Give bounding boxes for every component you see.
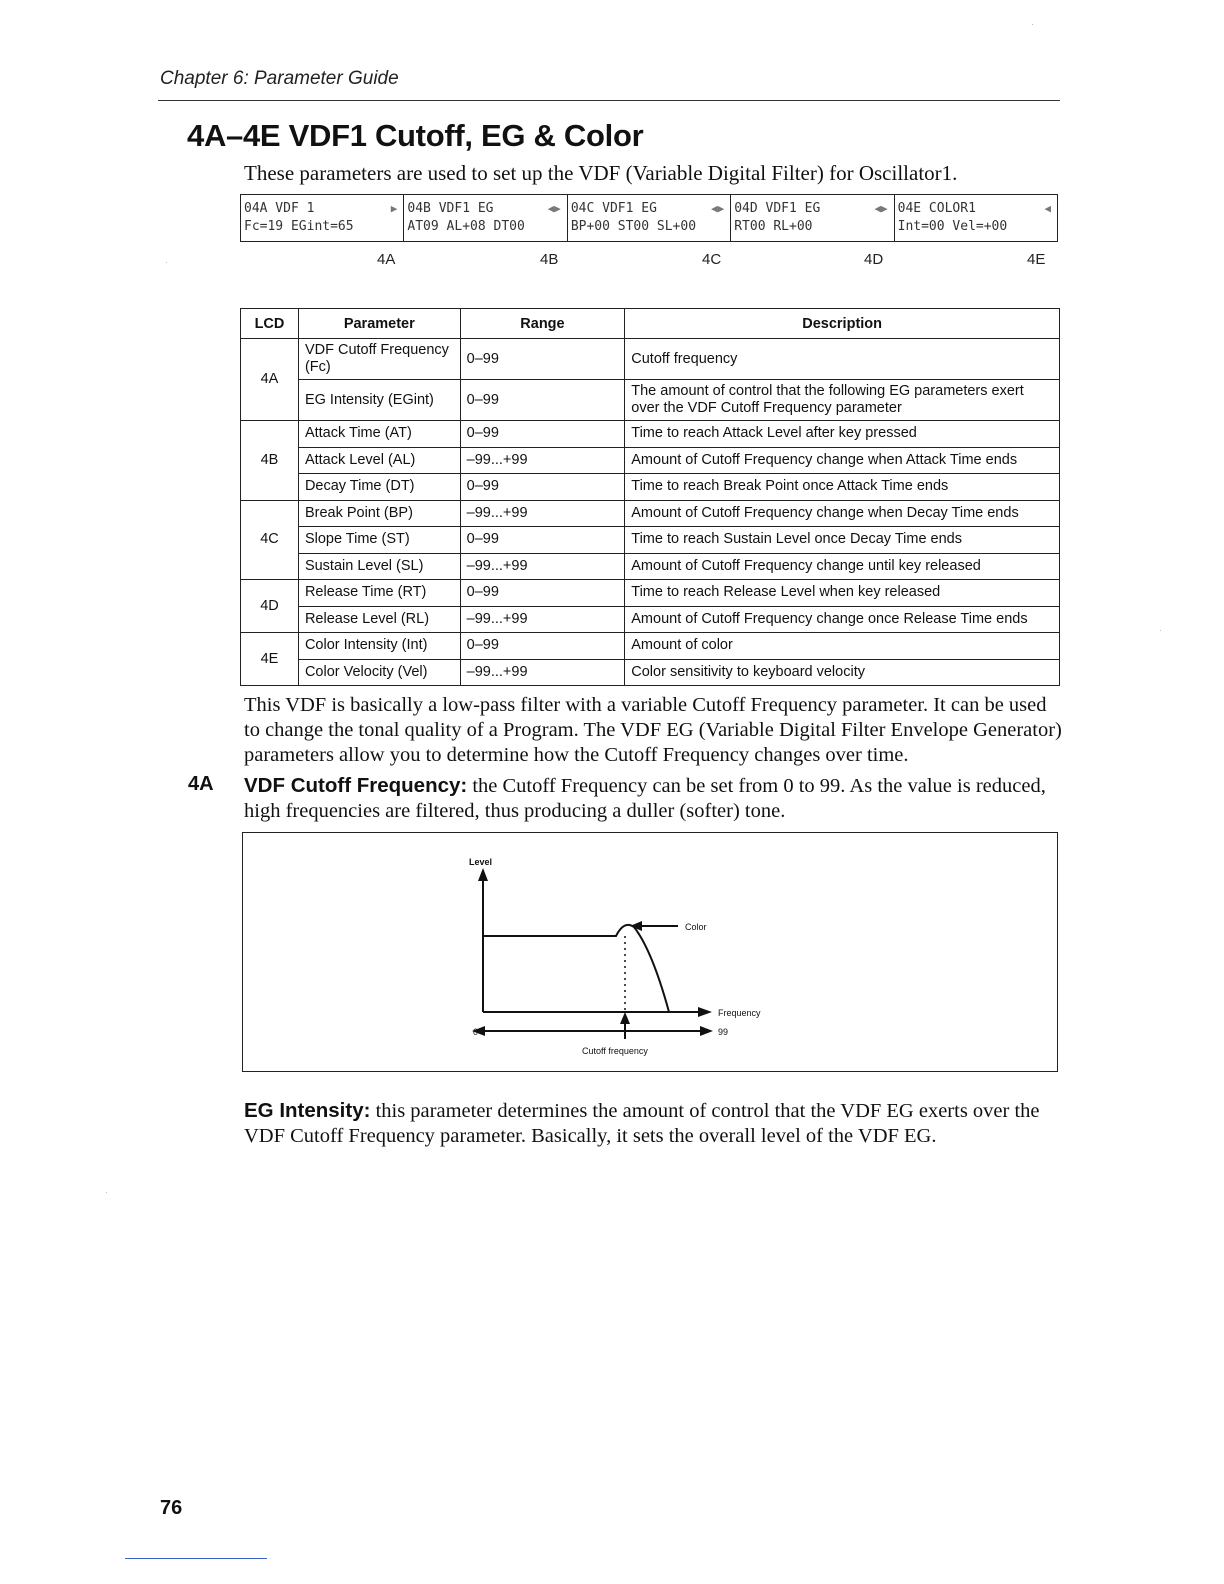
lcd-line1: 04C VDF1 EG — [570, 201, 657, 216]
eg-intensity-paragraph — [244, 1098, 1062, 1149]
description-cell: Amount of color — [625, 633, 1060, 660]
table-row — [241, 500, 1060, 527]
eg-intensity-text: this parameter determines the amount of control that the VDF EG exerts over the VDF Cutoff Frequency parameter. Basically, it sets the overall level of the VDF EG. — [244, 1100, 1040, 1147]
description-cell: Time to reach Attack Level after key pressed — [625, 421, 1060, 448]
arrow-up-icon — [478, 868, 488, 881]
range-cell: 0–99 — [460, 421, 625, 448]
lcd-screen-4b — [404, 195, 567, 241]
table-row — [241, 474, 1060, 501]
lcd-group-cell: 4C — [241, 500, 299, 580]
range-cell: 0–99 — [460, 580, 625, 607]
lcd-label-4d: 4D — [864, 251, 884, 268]
scan-speck — [106, 1192, 107, 1193]
footer-rule — [125, 1558, 267, 1559]
page-arrow-icon: ◀▶ — [874, 202, 888, 215]
range-cell: –99...+99 — [460, 500, 625, 527]
range-cell: 0–99 — [460, 474, 625, 501]
description-cell: Amount of Cutoff Frequency change when Attack Time ends — [625, 447, 1060, 474]
table-row — [241, 580, 1060, 607]
description-cell: Cutoff frequency — [625, 339, 1060, 380]
table-row — [241, 606, 1060, 633]
cutoff-figure — [242, 832, 1058, 1072]
parameter-cell: Slope Time (ST) — [298, 527, 460, 554]
lcd-label-4c: 4C — [702, 251, 722, 268]
lcd-line2: BP+00 ST00 SL+00 — [570, 219, 697, 234]
range-cell: –99...+99 — [460, 447, 625, 474]
lcd-line2: Fc=19 EGint=65 — [244, 219, 354, 234]
range-cell: 0–99 — [460, 633, 625, 660]
table-row — [241, 447, 1060, 474]
parameter-cell: Decay Time (DT) — [298, 474, 460, 501]
color-label: Color — [685, 922, 707, 932]
lcd-line1: 04A VDF 1 — [244, 201, 315, 216]
arrow-right-icon — [698, 1007, 712, 1017]
filter-response-diagram — [242, 832, 1058, 1072]
lcd-group-cell: 4D — [241, 580, 299, 633]
description-cell: Time to reach Break Point once Attack Time ends — [625, 474, 1060, 501]
range-cell: –99...+99 — [460, 659, 625, 686]
range-cell: 0–99 — [460, 527, 625, 554]
parameter-cell: EG Intensity (EGint) — [298, 380, 460, 421]
page-arrow-icon: ◀▶ — [547, 202, 561, 215]
range-cell: 0–99 — [460, 380, 625, 421]
lcd-screen-4a — [241, 195, 404, 241]
lcd-label-4e: 4E — [1027, 251, 1046, 268]
description-cell: Color sensitivity to keyboard velocity — [625, 659, 1060, 686]
description-cell: The amount of control that the following EG parameters exert over the VDF Cutoff Frequency parameter — [625, 380, 1060, 421]
level-axis-label: Level — [469, 857, 493, 867]
cutoff-frequency-label: Cutoff frequency — [582, 1046, 648, 1056]
intro-paragraph: This VDF is basically a low-pass filter with a variable Cutoff Frequency parameter. It can be used to change the tonal quality of a Program. The VDF EG (Variable Digital Filter Envelope Generator) parameters allow you to determine how the Cutoff Frequency changes over time. — [244, 694, 1062, 766]
parameter-cell: Attack Time (AT) — [298, 421, 460, 448]
page-arrow-icon: ▶ — [390, 202, 398, 215]
parameter-cell: Color Velocity (Vel) — [298, 659, 460, 686]
filter-curve — [483, 925, 669, 1012]
table-row — [241, 659, 1060, 686]
parameter-cell: Break Point (BP) — [298, 500, 460, 527]
page-number: 76 — [160, 1497, 183, 1519]
lcd-label-4a: 4A — [377, 251, 396, 268]
parameter-cell: Attack Level (AL) — [298, 447, 460, 474]
parameter-cell: Release Time (RT) — [298, 580, 460, 607]
lcd-label-4b: 4B — [540, 251, 559, 268]
column-header: Range — [460, 309, 625, 339]
lcd-line1: 04D VDF1 EG — [734, 201, 821, 216]
lcd-screen-4c — [568, 195, 731, 241]
description-cell: Time to reach Release Level when key released — [625, 580, 1060, 607]
lcd-screen-4e — [895, 195, 1057, 241]
item-label-4a: 4A — [188, 773, 214, 795]
lcd-line2: Int=00 Vel=+00 — [897, 219, 1008, 234]
arrow-up-icon — [620, 1012, 630, 1024]
lcd-screen-strip — [240, 194, 1058, 242]
parameter-cell: Sustain Level (SL) — [298, 553, 460, 580]
lcd-group-cell: 4A — [241, 339, 299, 421]
parameter-cell: Release Level (RL) — [298, 606, 460, 633]
table-row — [241, 339, 1060, 380]
lcd-group-cell: 4B — [241, 421, 299, 501]
chapter-header: Chapter 6: Parameter Guide — [160, 68, 399, 89]
parameter-cell: Color Intensity (Int) — [298, 633, 460, 660]
header-rule — [158, 100, 1060, 101]
column-header: Parameter — [298, 309, 460, 339]
arrow-right-icon — [700, 1026, 713, 1036]
description-cell: Time to reach Sustain Level once Decay Time ends — [625, 527, 1060, 554]
description-cell: Amount of Cutoff Frequency change when Decay Time ends — [625, 500, 1060, 527]
range-cell: –99...+99 — [460, 606, 625, 633]
lcd-line2: AT09 AL+08 DT00 — [407, 219, 525, 234]
table-row — [241, 527, 1060, 554]
table-row — [241, 421, 1060, 448]
description-cell: Amount of Cutoff Frequency change once Release Time ends — [625, 606, 1060, 633]
range-max-label: 99 — [718, 1027, 729, 1037]
table-row — [241, 380, 1060, 421]
page-arrow-icon: ◀▶ — [710, 202, 725, 215]
range-cell: –99...+99 — [460, 553, 625, 580]
table-row — [241, 553, 1060, 580]
lcd-line2: RT00 RL+00 — [734, 219, 813, 234]
section-title: 4A–4E VDF1 Cutoff, EG & Color — [187, 118, 644, 153]
page-arrow-icon: ◀ — [1044, 202, 1052, 215]
scan-speck — [166, 262, 167, 263]
item-4a-term: VDF Cutoff Frequency: — [244, 774, 468, 797]
lcd-group-cell: 4E — [241, 633, 299, 686]
range-min-label: 0 — [473, 1027, 479, 1037]
column-header: Description — [625, 309, 1060, 339]
item-4a-text: the Cutoff Frequency can be set from 0 to 99. As the value is reduced, high frequencies are filtered, thus producing a duller (softer) tone. — [244, 775, 1046, 822]
item-4a-paragraph — [244, 773, 1062, 824]
description-cell: Amount of Cutoff Frequency change until key released — [625, 553, 1060, 580]
frequency-axis-label: Frequency — [718, 1008, 761, 1018]
parameter-table — [240, 308, 1060, 686]
section-intro: These parameters are used to set up the VDF (Variable Digital Filter) for Oscillator1. — [244, 161, 958, 185]
parameter-cell: VDF Cutoff Frequency (Fc) — [298, 339, 460, 380]
table-header-row — [241, 309, 1060, 339]
eg-intensity-term: EG Intensity: — [244, 1099, 371, 1122]
range-cell: 0–99 — [460, 339, 625, 380]
column-header: LCD — [241, 309, 299, 339]
scan-speck — [1032, 24, 1033, 25]
lcd-line1: 04E COLOR1 — [897, 201, 976, 216]
scan-speck — [1160, 630, 1161, 631]
lcd-line1: 04B VDF1 EG — [407, 201, 494, 216]
lcd-screen-4d — [731, 195, 894, 241]
table-row — [241, 633, 1060, 660]
